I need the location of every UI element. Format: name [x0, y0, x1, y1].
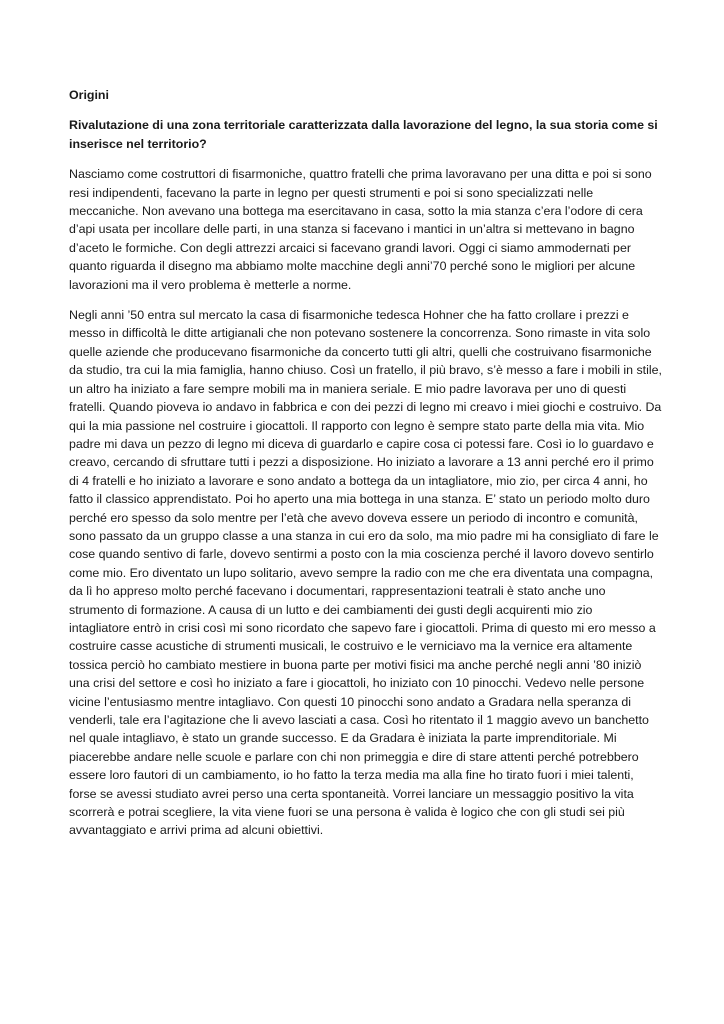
- subtitle-line: Rivalutazione di una zona territoriale caratterizzata dalla lavorazione del legno, la sua storia come si: [69, 118, 658, 133]
- document-body: [69, 165, 669, 840]
- paragraph-line: un altro ha iniziato a fare sempre mobili ma in maniera seriale. E mio padre lavorava per uno di questi: [69, 381, 627, 396]
- paragraph-line: vicine l’entusiasmo mentre intagliavo. Con questi 10 pinocchi sono andato a Gradara nella speranza di: [69, 694, 632, 709]
- paragraph-line: nel quale intagliavo, è stato un grande successo. E da Gradara è iniziata la parte imprenditoriale. Mi: [69, 731, 617, 746]
- paragraph-line: fratelli. Quando pioveva io andavo in fabbrica e con dei pezzi di legno mi creavo i miei giochi e costruivo. Da: [69, 400, 662, 415]
- paragraph-line: qui la mia passione nel costruire i giocattoli. Il rapporto con legno è sempre stato parte della mia vita. Mio: [69, 418, 645, 433]
- paragraph-line: messo in difficoltà le ditte artigianali che non potevano sostenere la concorrenza. Sono rimaste in vita solo: [69, 326, 651, 341]
- paragraph-line: d’api usata per incollare delle parti, in una stanza si facevano i mantici in un’altra si mettevano in bagno: [69, 222, 635, 237]
- paragraph-line: forse se avessi studiato avrei perso una certa spontaneità. Vorrei lanciare un messaggio positivo la vita: [69, 786, 634, 801]
- paragraph-line: da lì ho appreso molto perché facevano i documentari, rappresentazioni teatrali è stato anche uno: [69, 584, 606, 599]
- paragraph-line: come mio. Ero diventato un lupo solitario, avevo sempre la radio con me che era diventata una compagna,: [69, 565, 654, 580]
- document-title: Origini: [69, 88, 109, 102]
- paragraph-line: di 4 fratelli e ho iniziato a lavorare e sono andato a bottega da un intagliatore, mio zio, per circa 4 anni, ho: [69, 473, 648, 488]
- document-subtitle: [69, 116, 669, 153]
- paragraph-line: da studio, tra cui la mia famiglia, hanno chiuso. Così un fratello, il più bravo, s’è messo a fare i mobili in stile,: [69, 363, 662, 378]
- paragraph-line: lavorazioni ma il vero problema è metterle a norme.: [69, 277, 352, 292]
- paragraph-line: Negli anni ’50 entra sul mercato la casa di fisarmoniche tedesca Hohner che ha fatto crollare i prezzi e: [69, 308, 629, 323]
- paragraph-line: meccaniche. Non avevano una bottega ma esercitavano in casa, sotto la mia stanza c’era l’odore di cera: [69, 204, 643, 219]
- paragraph-line: intagliatore entrò in crisi così mi sono ricordato che sapevo fare i giocattoli. Prima di questo mi ero messo a: [69, 620, 656, 635]
- paragraph-line: creavo, cercando di sfruttare tutti i pezzi a disposizione. Ho iniziato a lavorare a 13 anni perché ero il primo: [69, 455, 654, 470]
- paragraph: [69, 165, 669, 294]
- paragraph-line: sono passato da un gruppo classe a una stanza in cui ero da solo, ma mio padre mi ha consigliato di fare le: [69, 528, 659, 543]
- paragraph-line: Nasciamo come costruttori di fisarmoniche, quattro fratelli che prima lavoravano per una ditta e poi si sono: [69, 167, 652, 182]
- paragraph-line: costruire casse acustiche di strumenti musicali, le costruivo e le verniciavo ma la vernice era altamente: [69, 639, 633, 654]
- paragraph-line: quelle aziende che producevano fisarmoniche da concerto tutti gli altri, quelli che costruivano fisarmoniche: [69, 344, 652, 359]
- paragraph-line: d’aceto le formiche. Con degli attrezzi arcaici si facevano grandi lavori. Oggi ci siamo ammodernati per: [69, 240, 631, 255]
- paragraph-line: quanto riguarda il disegno ma abbiamo molte macchine degli anni’70 perché sono le migliori per alcune: [69, 259, 636, 274]
- paragraph-line: fatto il classico apprendistato. Poi ho aperto una mia bottega in una stanza. E’ stato un periodo molto duro: [69, 492, 650, 507]
- subtitle-line: inserisce nel territorio?: [69, 136, 207, 151]
- paragraph-line: avvantaggiato e arrivi prima ad alcuni obiettivi.: [69, 823, 324, 838]
- paragraph-line: padre mi dava un pezzo di legno mi diceva di guardarlo e capire cosa ci potessi fare. Così io lo guardavo e: [69, 436, 654, 451]
- paragraph-line: strumento di formazione. A causa di un lutto e dei cambiamenti dei gusti degli acquirenti mio zio: [69, 602, 593, 617]
- paragraph-line: scorrerà e potrai scegliere, la vita viene fuori se una persona è valida è logico che con gli studi sei più: [69, 805, 625, 820]
- paragraph-line: cose quando sentivo di farle, dovevo sentirmi a posto con la mia coscienza perché il lavoro dovevo sentirlo: [69, 547, 654, 562]
- paragraph-line: tossica perciò ho cambiato mestiere in buona parte per motivi fisici ma anche perché negli anni ’80 iniziò: [69, 657, 642, 672]
- paragraph-line: venderli, tale era l’agitazione che li avevo lasciati a casa. Così ho ritentato il 1 maggio avevo un banchetto: [69, 713, 649, 727]
- paragraph-line: una crisi del settore e così ho iniziato a fare i giocattoli, ho iniziato con 10 pinocchi. Vedevo nelle persone: [69, 676, 645, 691]
- paragraph: [69, 306, 669, 840]
- paragraph-line: piacerebbe andare nelle scuole e parlare con chi non primeggia e dire di stare attenti perché potrebbero: [69, 749, 639, 764]
- paragraph-line: resi indipendenti, facevano la parte in legno per questi strumenti e poi si sono specializzati nelle: [69, 185, 594, 200]
- paragraph-line: essere loro fautori di un cambiamento, io ho fatto la terza media ma alla fine ho tirato fuori i miei talenti,: [69, 768, 634, 783]
- document-page: [69, 86, 669, 852]
- paragraph-line: perché ero spesso da solo mentre per l’età che avevo doveva essere un periodo di incontro e comunità,: [69, 510, 638, 525]
